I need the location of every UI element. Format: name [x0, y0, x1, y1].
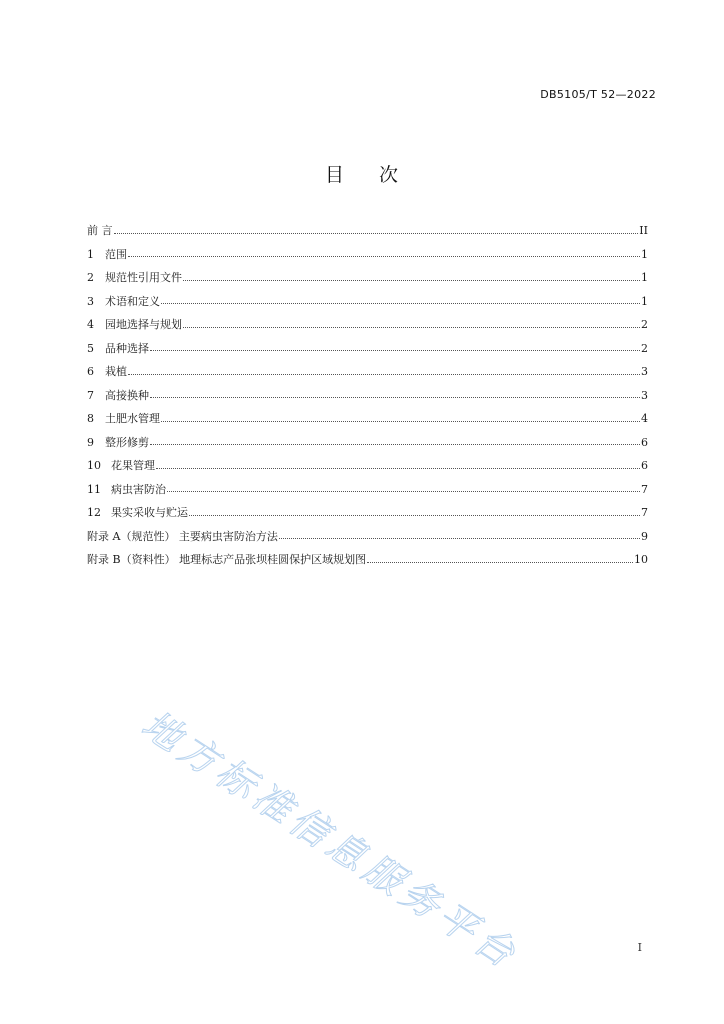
toc-entry-label: 花果管理 [111, 459, 155, 472]
toc-entry-label: 附录 B（资料性） 地理标志产品张坝桂圆保护区域规划图 [87, 553, 367, 566]
toc-entry-label: 高接换种 [105, 388, 149, 402]
toc-entry-number: 5 [87, 341, 94, 355]
toc-leader-dots [150, 350, 640, 351]
toc-entry[interactable] [87, 360, 648, 384]
toc-entry[interactable] [87, 525, 648, 549]
toc-entry[interactable] [87, 219, 648, 243]
toc-entry-label: 规范性引用文件 [105, 271, 182, 284]
toc-entry-label: 园地选择与规划 [105, 318, 182, 331]
toc-entry-page: 10 [634, 553, 648, 566]
toc-entry[interactable] [87, 337, 648, 361]
toc-entry[interactable] [87, 384, 648, 408]
toc-entry-page: 7 [641, 506, 648, 519]
toc-leader-dots [156, 468, 640, 469]
toc-leader-dots [150, 444, 640, 445]
toc-entry-label: 病虫害防治 [111, 482, 166, 496]
toc-leader-dots [161, 421, 640, 422]
toc-entry-label: 前 言 [87, 224, 113, 237]
toc-entry-page: 1 [641, 294, 648, 308]
toc-entry[interactable] [87, 548, 648, 572]
toc-leader-dots [183, 280, 640, 281]
toc-entry-label: 整形修剪 [105, 435, 149, 449]
toc-entry-label: 栽植 [105, 365, 127, 378]
toc-entry[interactable] [87, 407, 648, 431]
toc-entry-label: 附录 A（规范性） 主要病虫害防治方法 [87, 529, 278, 543]
toc-entry[interactable] [87, 313, 648, 337]
toc-entry-label: 土肥水管理 [105, 412, 160, 425]
toc-entry[interactable] [87, 454, 648, 478]
toc-entry-page: 2 [641, 341, 648, 355]
toc-entry[interactable] [87, 501, 648, 525]
toc-entry-page: 1 [641, 271, 648, 284]
table-of-contents [87, 219, 648, 572]
toc-entry[interactable] [87, 478, 648, 502]
toc-entry-page: 1 [641, 247, 648, 261]
toc-entry-label: 范围 [105, 247, 127, 261]
toc-entry-number: 12 [87, 506, 101, 519]
toc-entry-label: 术语和定义 [105, 294, 160, 308]
toc-leader-dots [114, 233, 639, 234]
toc-entry-number: 6 [87, 365, 94, 378]
watermark: 地方标准信息服务平台 [134, 701, 528, 979]
toc-entry-number: 4 [87, 318, 94, 331]
toc-entry-page: II [639, 224, 648, 237]
toc-entry-number: 2 [87, 271, 94, 284]
toc-title-left: 目 [324, 164, 345, 186]
toc-entry-number: 11 [87, 482, 101, 496]
toc-entry-page: 6 [641, 459, 648, 472]
toc-entry[interactable] [87, 266, 648, 290]
toc-leader-dots [161, 303, 640, 304]
toc-entry-page: 6 [641, 435, 648, 449]
toc-entry-number: 1 [87, 247, 94, 261]
document-code: DB5105/T 52—2022 [540, 88, 656, 101]
toc-entry-page: 3 [641, 388, 648, 402]
toc-entry-number: 9 [87, 435, 94, 449]
toc-leader-dots [128, 374, 640, 375]
toc-leader-dots [150, 397, 640, 398]
toc-entry-number: 3 [87, 294, 94, 308]
toc-leader-dots [128, 256, 640, 257]
toc-entry-label: 果实采收与贮运 [111, 506, 188, 519]
toc-entry-label: 品种选择 [105, 341, 149, 355]
toc-entry-number: 7 [87, 388, 94, 402]
toc-leader-dots [279, 538, 640, 539]
toc-entry-page: 3 [641, 365, 648, 378]
toc-entry-number: 10 [87, 459, 101, 472]
toc-leader-dots [183, 327, 640, 328]
toc-leader-dots [367, 562, 633, 563]
toc-title-right: 次 [379, 164, 400, 186]
toc-entry[interactable] [87, 290, 648, 314]
toc-entry-page: 9 [641, 529, 648, 543]
toc-entry-number: 8 [87, 412, 94, 425]
toc-entry-page: 4 [641, 412, 648, 425]
toc-title [0, 160, 724, 187]
toc-leader-dots [167, 491, 640, 492]
toc-entry-page: 7 [641, 482, 648, 496]
toc-entry[interactable] [87, 243, 648, 267]
toc-leader-dots [189, 515, 640, 516]
page-number: I [637, 941, 642, 954]
toc-entry[interactable] [87, 431, 648, 455]
toc-entry-page: 2 [641, 318, 648, 331]
